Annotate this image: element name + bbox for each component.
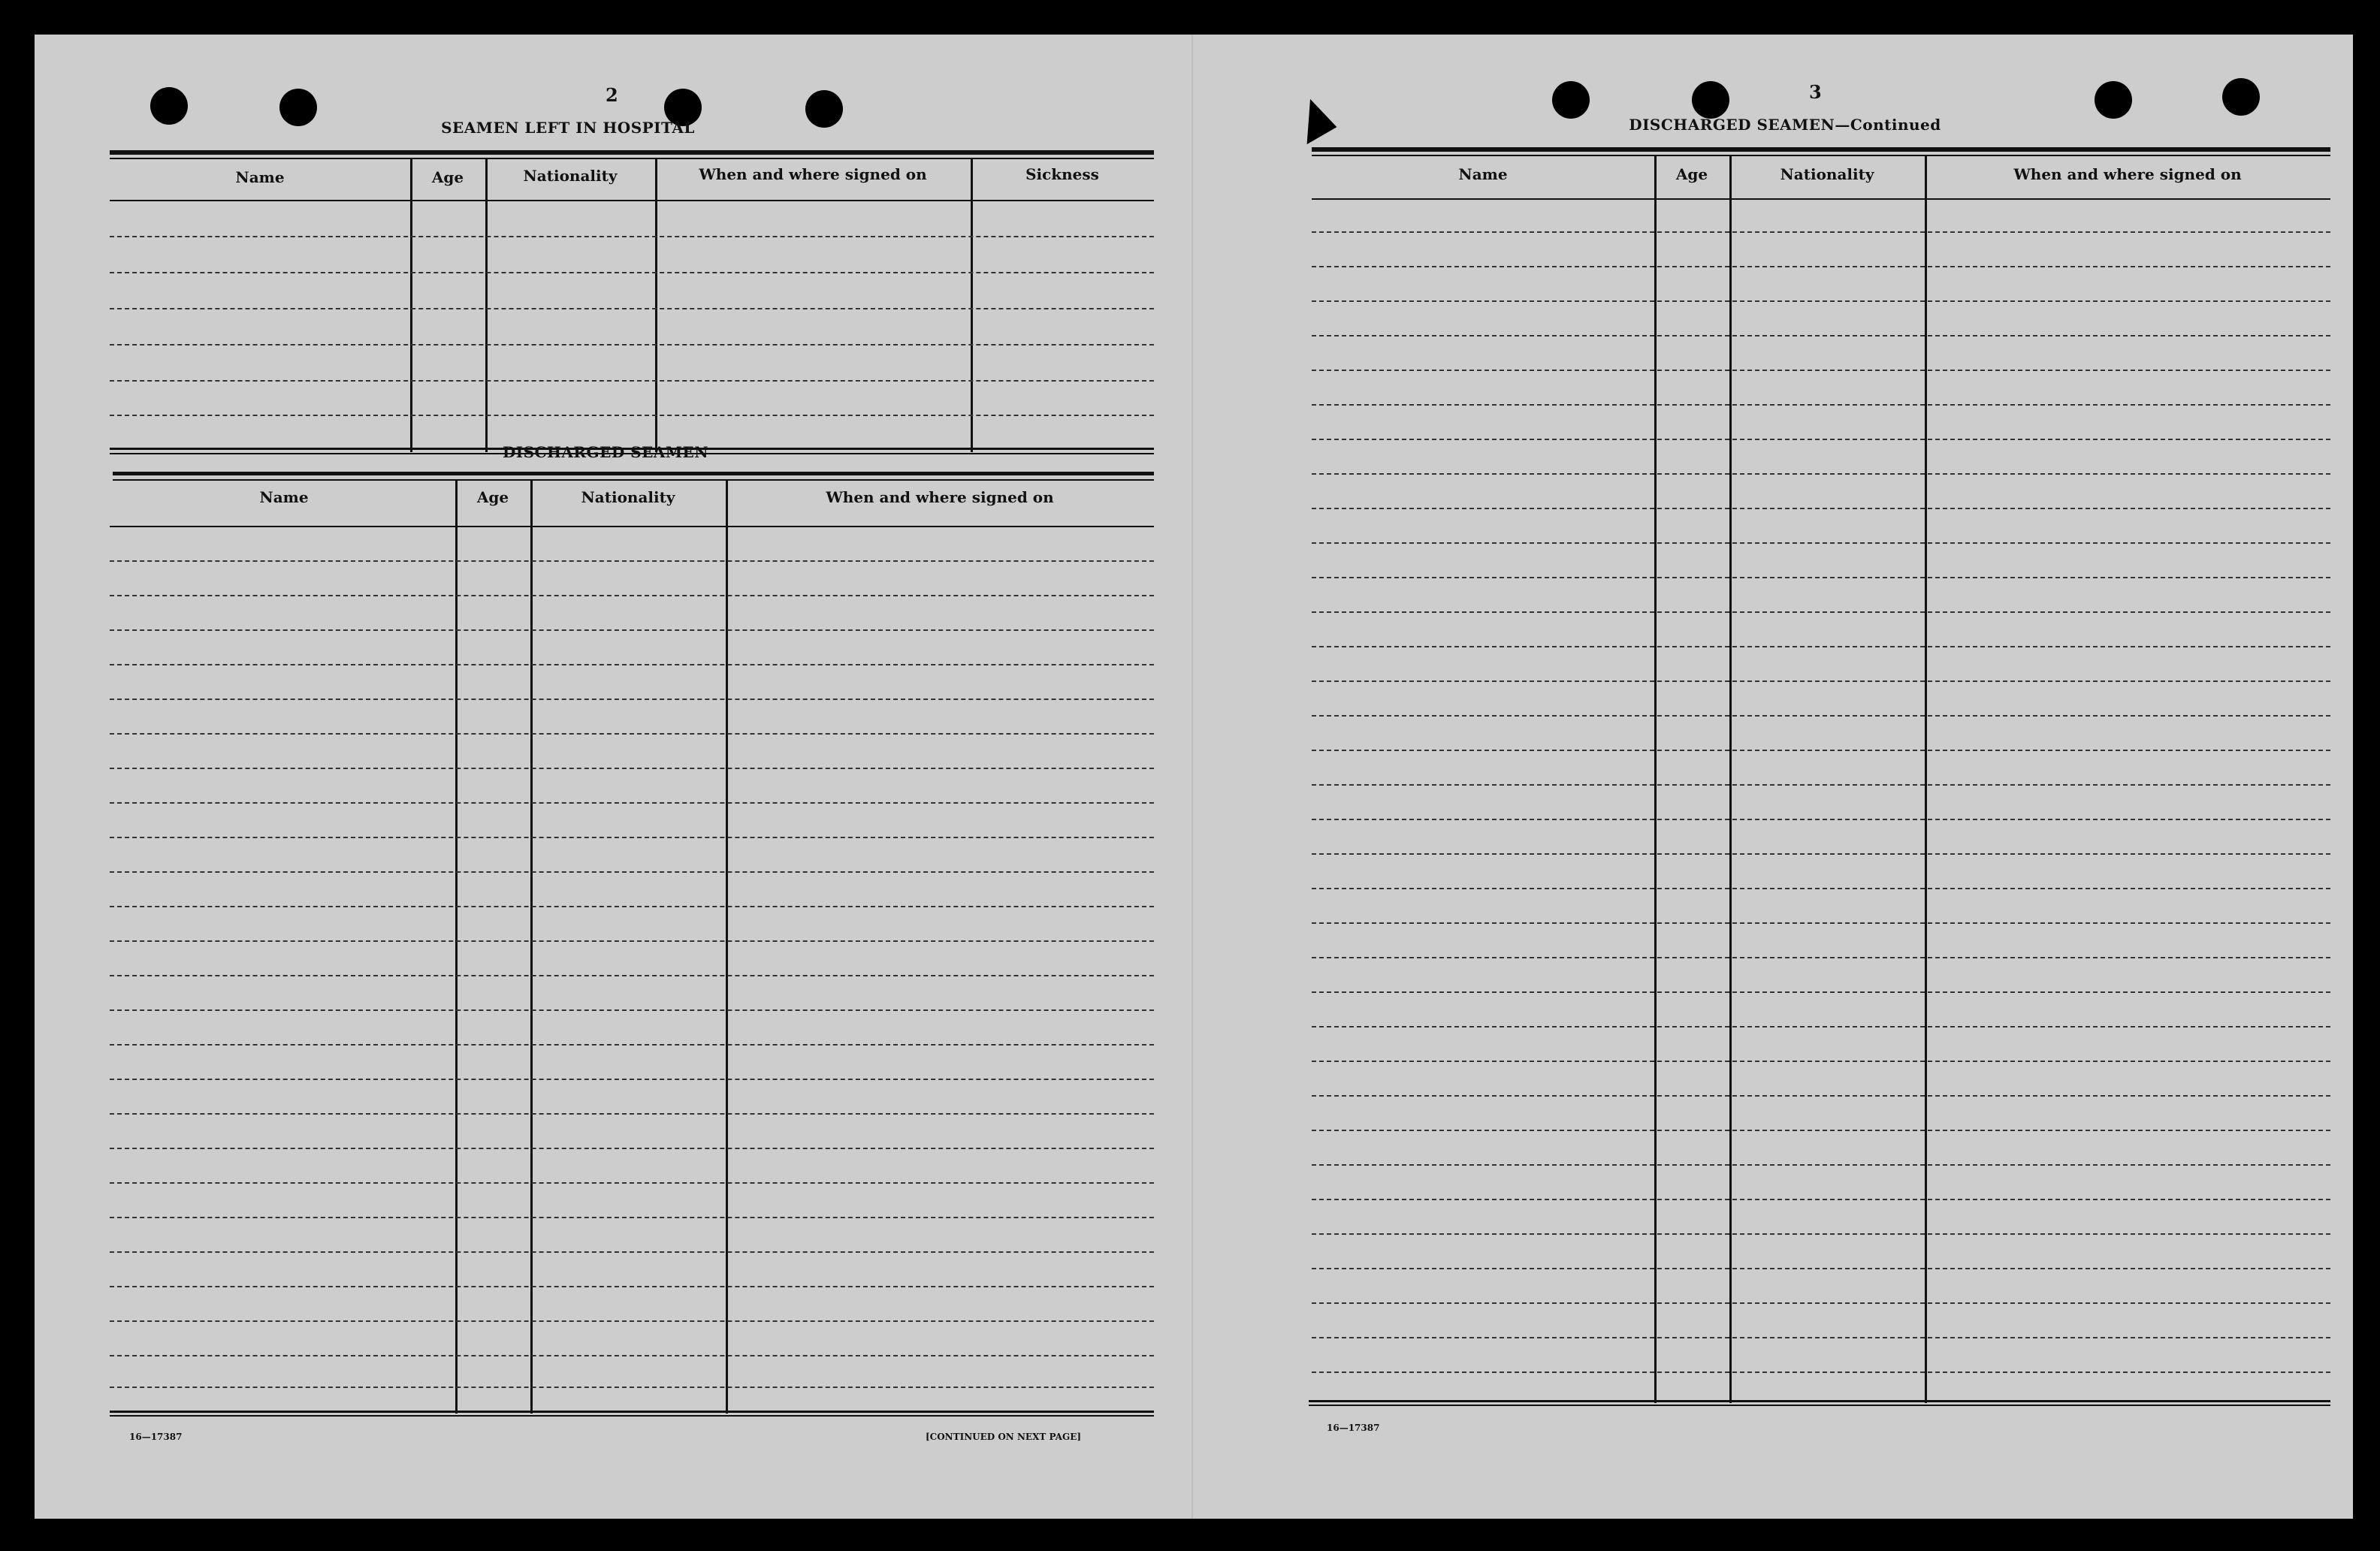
table-row <box>110 595 1154 596</box>
table-row <box>110 308 1154 309</box>
table-row <box>1312 1199 2330 1200</box>
table-row <box>110 1182 1154 1184</box>
thin-rule <box>1312 155 2330 156</box>
table-row <box>110 560 1154 562</box>
table-row <box>1312 266 2330 267</box>
column-header-name: Name <box>1458 165 1508 183</box>
column-header-name: Name <box>259 488 309 506</box>
form-number: 16—17387 <box>1327 1423 1380 1433</box>
table-row <box>110 1286 1154 1287</box>
column-header-age: Age <box>476 488 509 506</box>
column-header-nationality: Nationality <box>523 167 618 185</box>
table-row <box>110 629 1154 631</box>
table-row <box>110 1387 1154 1388</box>
punch-hole <box>2222 78 2260 116</box>
table-row <box>110 906 1154 907</box>
table-row <box>110 1113 1154 1115</box>
table-row <box>110 1320 1154 1322</box>
table-row <box>110 1079 1154 1080</box>
table-row <box>1312 1164 2330 1166</box>
thick-rule <box>1312 147 2330 152</box>
table-row <box>1312 853 2330 855</box>
right-page <box>1192 35 2353 1519</box>
column-divider <box>485 159 488 452</box>
punch-hole <box>2095 81 2132 119</box>
table-row <box>1312 1026 2330 1027</box>
column-divider <box>530 481 533 1414</box>
table-row <box>1312 231 2330 233</box>
table-row <box>1312 1337 2330 1338</box>
discharged-continued-title: DISCHARGED SEAMEN—Continued <box>1629 116 1941 134</box>
table-row <box>1312 922 2330 924</box>
thin-rule <box>1309 1405 2330 1406</box>
column-divider <box>971 159 973 452</box>
table-row <box>110 272 1154 273</box>
column-header-nationality: Nationality <box>1780 165 1874 183</box>
thick-rule <box>110 150 1154 155</box>
punch-hole <box>805 90 843 128</box>
thick-rule <box>110 1411 1154 1413</box>
discharged-section-title: DISCHARGED SEAMEN <box>502 443 709 461</box>
table-row <box>110 975 1154 976</box>
table-row <box>110 733 1154 735</box>
table-row <box>110 380 1154 382</box>
table-row <box>110 1044 1154 1046</box>
left-page <box>35 35 1192 1519</box>
punch-hole <box>1692 81 1729 119</box>
table-row <box>1312 577 2330 578</box>
table-row <box>1312 784 2330 786</box>
header-underline <box>1312 198 2330 200</box>
thick-rule <box>1309 1400 2330 1402</box>
table-row <box>1312 508 2330 509</box>
thick-rule <box>113 472 1154 475</box>
punch-hole <box>150 87 188 125</box>
continued-note: [CONTINUED ON NEXT PAGE] <box>926 1432 1082 1442</box>
scanned-document <box>35 35 2353 1519</box>
table-row <box>110 768 1154 769</box>
table-row <box>1312 819 2330 820</box>
column-header-signed-on: When and where signed on <box>826 488 1054 506</box>
thin-rule <box>110 1415 1154 1417</box>
table-row <box>1312 715 2330 717</box>
form-number: 16—17387 <box>129 1432 183 1442</box>
thin-rule <box>110 158 1154 159</box>
table-row <box>1312 335 2330 336</box>
table-row <box>1312 888 2330 889</box>
column-header-sickness: Sickness <box>1025 165 1099 183</box>
table-row <box>110 940 1154 942</box>
column-header-signed-on: When and where signed on <box>699 165 927 183</box>
table-row <box>1312 750 2330 751</box>
table-row <box>110 837 1154 838</box>
table-row <box>1312 611 2330 613</box>
column-divider <box>726 481 728 1414</box>
column-divider <box>455 481 458 1414</box>
column-divider <box>1654 156 1657 1403</box>
table-row <box>1312 542 2330 544</box>
punch-hole <box>279 89 317 126</box>
column-header-age: Age <box>1675 165 1708 183</box>
table-row <box>1312 1130 2330 1131</box>
page-number: 3 <box>1809 81 1822 103</box>
table-row <box>1312 439 2330 440</box>
table-row <box>1312 404 2330 406</box>
table-row <box>110 699 1154 700</box>
table-row <box>110 1251 1154 1253</box>
table-row <box>110 871 1154 873</box>
table-row <box>1312 1268 2330 1269</box>
table-row <box>1312 1371 2330 1373</box>
table-row <box>1312 300 2330 302</box>
column-header-age: Age <box>431 168 464 186</box>
table-row <box>110 236 1154 237</box>
table-row <box>110 664 1154 665</box>
table-row <box>110 1009 1154 1011</box>
column-divider <box>655 159 657 452</box>
column-divider <box>1925 156 1927 1403</box>
table-row <box>1312 991 2330 993</box>
table-row <box>110 1148 1154 1149</box>
table-row <box>1312 1302 2330 1304</box>
check-mark <box>1288 95 1337 144</box>
punch-hole <box>1552 81 1590 119</box>
table-row <box>1312 1061 2330 1062</box>
hospital-section-title: SEAMEN LEFT IN HOSPITAL <box>441 119 695 137</box>
table-row <box>1312 680 2330 682</box>
column-header-name: Name <box>235 168 285 186</box>
table-row <box>110 802 1154 804</box>
column-divider <box>1729 156 1732 1403</box>
table-row <box>110 415 1154 416</box>
table-row <box>1312 1095 2330 1097</box>
column-header-nationality: Nationality <box>581 488 675 506</box>
table-row <box>1312 473 2330 475</box>
column-divider <box>410 159 412 452</box>
table-row <box>1312 646 2330 647</box>
header-underline <box>110 526 1154 527</box>
table-row <box>110 1217 1154 1218</box>
thin-rule <box>113 479 1154 481</box>
table-row <box>110 344 1154 346</box>
page-number: 2 <box>606 84 618 106</box>
column-header-signed-on: When and where signed on <box>2013 165 2242 183</box>
header-underline <box>110 200 1154 201</box>
table-row <box>110 1355 1154 1356</box>
table-row <box>1312 370 2330 371</box>
table-row <box>1312 957 2330 958</box>
table-row <box>1312 1233 2330 1235</box>
